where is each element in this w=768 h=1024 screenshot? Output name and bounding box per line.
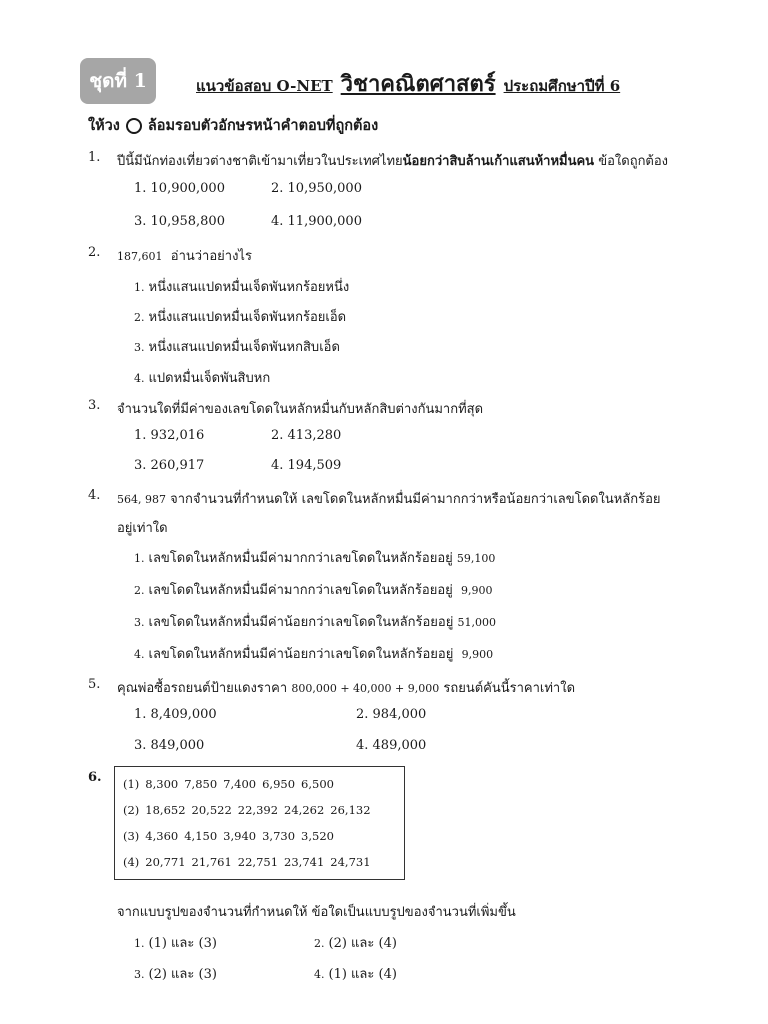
question-number: 6. bbox=[88, 770, 102, 785]
choice-6-4[interactable] bbox=[314, 963, 397, 984]
question-4-line-2: อยู่เท่าใด bbox=[117, 521, 168, 536]
question-text-part: อ่านว่าอย่างไร bbox=[170, 249, 252, 264]
circle-icon bbox=[126, 118, 142, 134]
choice-2-2[interactable] bbox=[134, 306, 346, 327]
sequence-value: 22,392 bbox=[237, 803, 279, 817]
choice-4-2[interactable] bbox=[134, 579, 493, 600]
sequence-value: 3,520 bbox=[301, 829, 334, 843]
choice-number: 4. bbox=[134, 372, 145, 385]
choice-value: 9,900 bbox=[461, 648, 494, 661]
choice-4-3[interactable] bbox=[134, 611, 496, 632]
choice-6-2[interactable] bbox=[314, 932, 397, 953]
choice-6-1[interactable] bbox=[134, 932, 217, 953]
sequence-value: 20,522 bbox=[191, 803, 232, 817]
choice-number: 3. bbox=[134, 616, 145, 629]
sequence-value: 3,940 bbox=[223, 829, 257, 843]
sequence-value: 4,150 bbox=[184, 829, 218, 843]
choice-value: 9,900 bbox=[461, 584, 493, 597]
choice-number: 2. bbox=[134, 311, 145, 324]
sequence-value: 18,652 bbox=[145, 803, 186, 817]
choice-number: 1. bbox=[134, 552, 145, 565]
sequence-value: 24,262 bbox=[284, 803, 325, 817]
choice-text: แปดหมื่นเจ็ดพันสิบหก bbox=[148, 371, 271, 386]
choice-number: 3. bbox=[134, 968, 145, 981]
choice-5-3[interactable]: 3. 849,000 bbox=[134, 738, 205, 753]
page-title bbox=[196, 66, 620, 96]
set-badge bbox=[80, 58, 156, 104]
title-level: ประถมศึกษาปีที่ 6 bbox=[503, 77, 621, 95]
choice-text: หนึ่งแสนแปดหมื่นเจ็ดพันหกร้อยหนึ่ง bbox=[148, 280, 350, 295]
sequence-row-2 bbox=[123, 803, 377, 817]
choice-3-1[interactable]: 1. 932,016 bbox=[134, 428, 205, 443]
sequence-value: 23,741 bbox=[284, 855, 325, 869]
sequence-value: 7,850 bbox=[184, 777, 218, 791]
sequence-value: 4,360 bbox=[145, 829, 179, 843]
sequence-value: 7,400 bbox=[223, 777, 257, 791]
title-prefix: แนวข้อสอบ O-NET bbox=[196, 77, 333, 95]
choice-text: เลขโดดในหลักหมื่นมีค่ามากกว่าเลขโดดในหลักร้อยอยู่ bbox=[148, 551, 453, 566]
choice-4-1[interactable] bbox=[134, 547, 495, 568]
question-text-part: ข้อใดถูกต้อง bbox=[594, 154, 669, 169]
question-number: 2. bbox=[88, 245, 101, 260]
question-expression: 800,000 + 40,000 + 9,000 bbox=[291, 682, 440, 695]
choice-1-1[interactable]: 1. 10,900,000 bbox=[134, 181, 225, 196]
question-number-value: 187,601 bbox=[117, 250, 163, 263]
choice-number: 2. bbox=[314, 937, 325, 950]
choice-text: เลขโดดในหลักหมื่นมีค่าน้อยกว่าเลขโดดในหลักร้อยอยู่ bbox=[148, 615, 454, 630]
choice-text: หนึ่งแสนแปดหมื่นเจ็ดพันหกสิบเอ็ด bbox=[148, 340, 340, 355]
title-subject: วิชาคณิตศาสตร์ bbox=[340, 71, 496, 97]
choice-3-4[interactable]: 4. 194,509 bbox=[271, 458, 342, 473]
choice-2-4[interactable] bbox=[134, 367, 270, 388]
question-text bbox=[117, 150, 668, 171]
choice-text: หนึ่งแสนแปดหมื่นเจ็ดพันหกร้อยเอ็ด bbox=[148, 310, 347, 325]
choice-6-3[interactable] bbox=[134, 963, 217, 984]
sequence-value: 8,300 bbox=[145, 777, 179, 791]
choice-number: 1. bbox=[134, 281, 145, 294]
choice-3-3[interactable]: 3. 260,917 bbox=[134, 458, 205, 473]
sequence-value: 26,132 bbox=[330, 803, 371, 817]
sequence-label: (1) bbox=[123, 777, 140, 791]
question-text bbox=[117, 245, 252, 266]
sequence-label: (3) bbox=[123, 829, 140, 843]
choice-number: 2. bbox=[134, 584, 145, 597]
choice-text: (1) และ (4) bbox=[328, 967, 397, 982]
choice-1-3[interactable]: 3. 10,958,800 bbox=[134, 214, 225, 229]
choice-text: (1) และ (3) bbox=[148, 936, 217, 951]
choice-text: (2) และ (3) bbox=[148, 967, 217, 982]
question-number: 5. bbox=[88, 677, 101, 692]
choice-1-4[interactable]: 4. 11,900,000 bbox=[271, 214, 362, 229]
sequence-value: 24,731 bbox=[330, 855, 371, 869]
sequence-value: 6,950 bbox=[262, 777, 296, 791]
choice-5-4[interactable]: 4. 489,000 bbox=[356, 738, 427, 753]
question-number: 3. bbox=[88, 398, 101, 413]
sequence-value: 6,500 bbox=[301, 777, 334, 791]
choice-2-3[interactable] bbox=[134, 336, 340, 357]
question-text-part: ปีนี้มีนักท่องเที่ยวต่างชาติเข้ามาเที่ยวในประเทศไทย bbox=[117, 154, 403, 169]
sequence-label: (4) bbox=[123, 855, 140, 869]
instruction-after: ล้อมรอบตัวอักษรหน้าคำตอบที่ถูกต้อง bbox=[147, 117, 379, 134]
choice-3-2[interactable]: 2. 413,280 bbox=[271, 428, 342, 443]
sequence-row-1 bbox=[123, 777, 340, 791]
choice-value: 59,100 bbox=[456, 552, 496, 565]
instruction bbox=[88, 114, 378, 137]
sequence-label: (2) bbox=[123, 803, 140, 817]
choice-number: 1. bbox=[134, 937, 145, 950]
question-text bbox=[117, 488, 661, 509]
question-number: 4. bbox=[88, 488, 101, 503]
choice-5-2[interactable]: 2. 984,000 bbox=[356, 707, 427, 722]
choice-value: 51,000 bbox=[457, 616, 496, 629]
choice-text: เลขโดดในหลักหมื่นมีค่ามากกว่าเลขโดดในหลักร้อยอยู่ bbox=[148, 583, 453, 598]
choice-2-1[interactable] bbox=[134, 276, 349, 297]
question-text: จำนวนใดที่มีค่าของเลขโดดในหลักหมื่นกับหลักสิบต่างกันมากที่สุด bbox=[117, 402, 484, 417]
question-text bbox=[117, 677, 575, 698]
choice-text: (2) และ (4) bbox=[328, 936, 397, 951]
choice-number: 3. bbox=[134, 341, 145, 354]
choice-4-4[interactable] bbox=[134, 643, 493, 664]
choice-number: 4. bbox=[134, 648, 145, 661]
choice-number: 4. bbox=[314, 968, 325, 981]
question-text-bold: น้อยกว่าสิบล้านเก้าแสนห้าหมื่นคน bbox=[402, 154, 595, 169]
sequence-box bbox=[114, 766, 405, 880]
sequence-value: 22,751 bbox=[237, 855, 279, 869]
sequence-value: 21,761 bbox=[191, 855, 232, 869]
set-label: ชุดที่ 1 bbox=[89, 70, 147, 92]
sequence-row-4 bbox=[123, 855, 377, 869]
question-6-text: จากแบบรูปของจำนวนที่กำหนดให้ ข้อใดเป็นแบบรูปของจำนวนที่เพิ่มขึ้น bbox=[117, 905, 516, 920]
question-text-part: จากจำนวนที่กำหนดให้ เลขโดดในหลักหมื่นมีค่ามากกว่าหรือน้อยกว่าเลขโดดในหลักร้อย bbox=[170, 492, 661, 507]
question-number: 1. bbox=[88, 150, 101, 165]
instruction-before: ให้วง bbox=[88, 117, 120, 134]
choice-5-1[interactable]: 1. 8,409,000 bbox=[134, 707, 217, 722]
sequence-value: 20,771 bbox=[145, 855, 186, 869]
choice-text: เลขโดดในหลักหมื่นมีค่าน้อยกว่าเลขโดดในหลักร้อยอยู่ bbox=[148, 647, 454, 662]
choice-1-2[interactable]: 2. 10,950,000 bbox=[271, 181, 362, 196]
sequence-row-3 bbox=[123, 829, 340, 843]
question-text-part: รถยนต์คันนี้ราคาเท่าใด bbox=[443, 681, 576, 696]
sequence-value: 3,730 bbox=[262, 829, 296, 843]
question-text-part: คุณพ่อซื้อรถยนต์ป้ายแดงราคา bbox=[117, 681, 288, 696]
question-number-value: 564, 987 bbox=[117, 493, 166, 506]
